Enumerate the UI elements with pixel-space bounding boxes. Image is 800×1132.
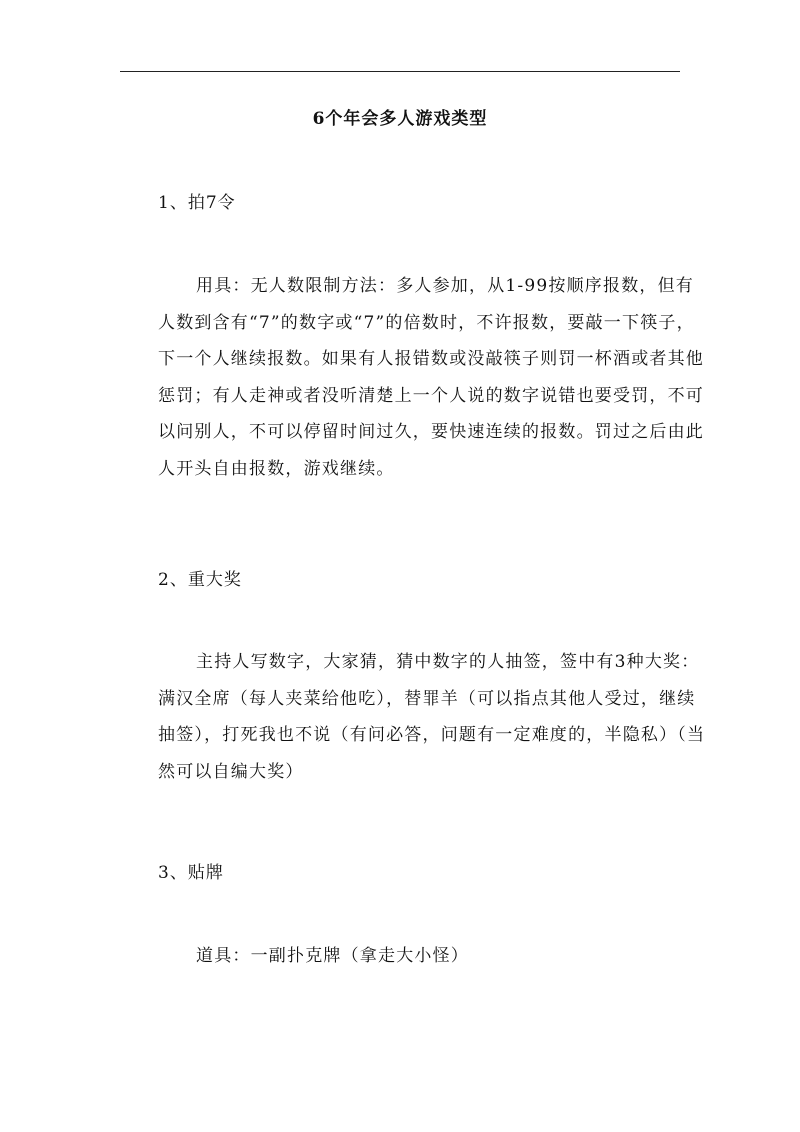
paragraph-line: 下一个人继续报数。如果有人报错数或没敲筷子则罚一杯酒或者其他 — [158, 349, 704, 369]
section-heading-2: 2、重大奖 — [158, 570, 242, 590]
section-paragraph-1 — [120, 268, 704, 487]
paragraph-line: 人数到含有“7”的数字或“7”的倍数时，不许报数，要敲一下筷子， — [158, 312, 695, 333]
section-paragraph-3 — [120, 938, 680, 975]
paragraph-line: 人开头自由报数，游戏继续。 — [158, 458, 395, 479]
paragraph-line: 抽签），打死我也不说（有问必答，问题有一定难度的，半隐私）（当 — [158, 725, 706, 745]
section-heading-3: 3、贴牌 — [158, 863, 224, 883]
paragraph-line: 用具：无人数限制方法：多人参加，从1-99按顺序报数，但有 — [196, 276, 694, 296]
paragraph-line: 惩罚；有人走神或者没听清楚上一个人说的数字说错也要受罚，不可 — [158, 385, 704, 406]
section-paragraph-2 — [120, 644, 706, 790]
paragraph-line: 道具：一副扑克牌（拿走大小怪） — [196, 946, 469, 966]
paragraph-line: 主持人写数字，大家猜，猜中数字的人抽签，签中有3种大奖： — [196, 652, 700, 672]
section-heading-1: 1、拍7令 — [158, 193, 236, 213]
paragraph-line: 以问别人，不可以停留时间过久，要快速连续的报数。罚过之后由此 — [158, 422, 704, 442]
paragraph-line: 然可以自编大奖） — [158, 761, 304, 782]
paragraph-line: 满汉全席（每人夹菜给他吃），替罪羊（可以指点其他人受过，继续 — [158, 688, 696, 709]
header-rule — [120, 71, 680, 72]
document-title: 6个年会多人游戏类型 — [312, 109, 488, 129]
